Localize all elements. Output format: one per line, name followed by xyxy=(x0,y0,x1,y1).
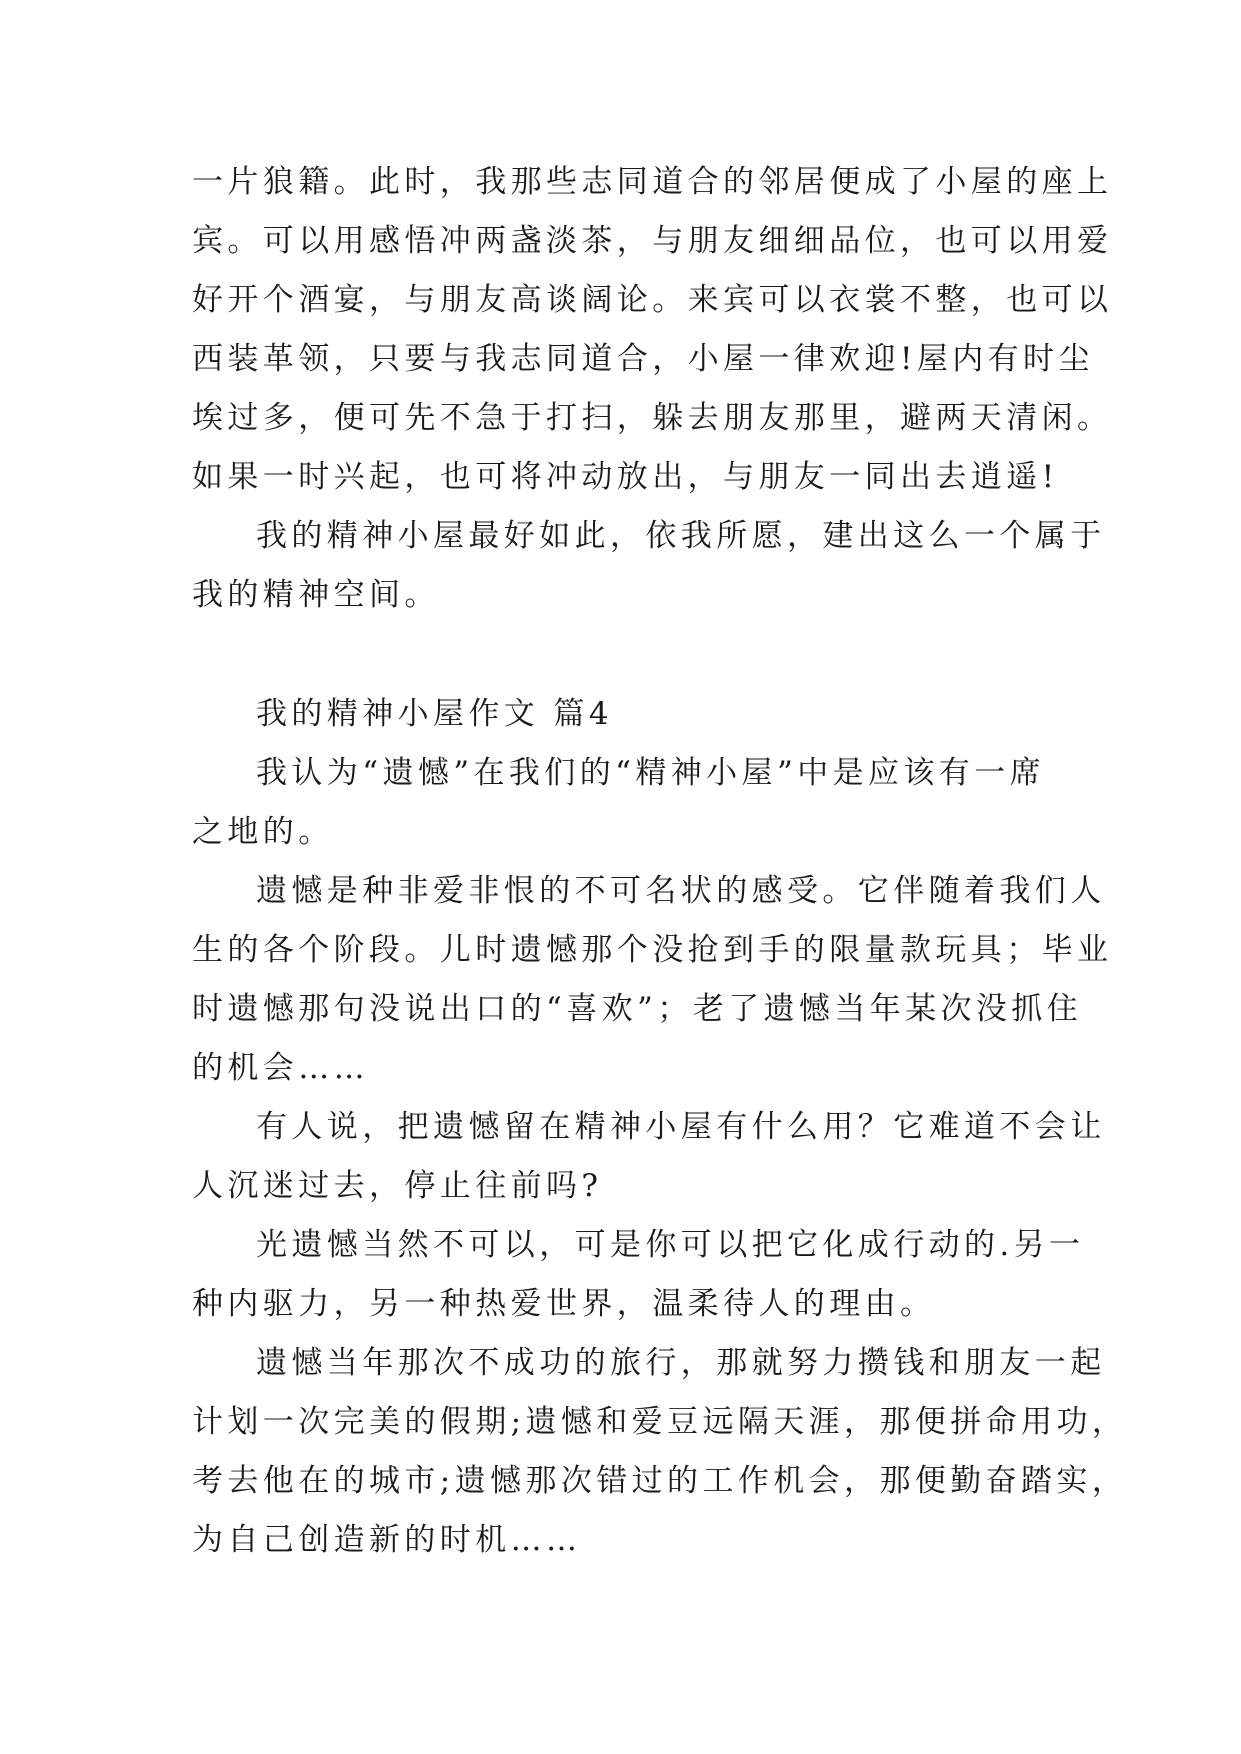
section-heading: 我的精神小屋作文 篇4 xyxy=(256,696,613,732)
text-line: 的机会…… xyxy=(192,1050,369,1086)
text-line: 埃过多，便可先不急于打扫，躲去朋友那里，避两天清闲。 xyxy=(192,400,1113,436)
text-line: 生的各个阶段。儿时遗憾那个没抢到手的限量款玩具；毕业 xyxy=(192,932,1113,968)
text-line: 西装革领，只要与我志同道合，小屋一律欢迎!屋内有时尘 xyxy=(192,341,1094,377)
text-line: 光遗憾当然不可以，可是你可以把它化成行动的.另一 xyxy=(256,1227,1085,1263)
text-line: 为自己创造新的时机…… xyxy=(192,1522,582,1558)
text-line: 时遗憾那句没说出口的“喜欢”；老了遗憾当年某次没抓住 xyxy=(192,991,1083,1027)
text-line: 我认为“遗憾”在我们的“精神小屋”中是应该有一席 xyxy=(256,755,1045,791)
text-line: 一片狼籍。此时，我那些志同道合的邻居便成了小屋的座上 xyxy=(192,164,1113,200)
text-line: 遗憾是种非爱非恨的不可名状的感受。它伴随着我们人 xyxy=(256,873,1106,909)
text-line: 有人说，把遗憾留在精神小屋有什么用？它难道不会让 xyxy=(256,1109,1106,1145)
text-line: 之地的。 xyxy=(192,814,334,850)
text-line: 遗憾当年那次不成功的旅行，那就努力攒钱和朋友一起 xyxy=(256,1345,1106,1381)
text-line: 种内驱力，另一种热爱世界，温柔待人的理由。 xyxy=(192,1286,936,1322)
text-line: 我的精神小屋最好如此，依我所愿，建出这么一个属于 xyxy=(256,518,1106,554)
text-line: 我的精神空间。 xyxy=(192,577,440,613)
text-line: 人沉迷过去，停止往前吗? xyxy=(192,1168,603,1204)
text-line: 计划一次完美的假期;遗憾和爱豆远隔天涯，那便拼命用功， xyxy=(192,1404,1128,1440)
text-line: 如果一时兴起，也可将冲动放出，与朋友一同出去逍遥! xyxy=(192,459,1059,495)
text-line: 好开个酒宴，与朋友高谈阔论。来宾可以衣裳不整，也可以 xyxy=(192,282,1113,318)
text-line: 考去他在的城市;遗憾那次错过的工作机会，那便勤奋踏实， xyxy=(192,1463,1128,1499)
text-line: 宾。可以用感悟冲两盏淡茶，与朋友细细品位，也可以用爱 xyxy=(192,223,1113,259)
